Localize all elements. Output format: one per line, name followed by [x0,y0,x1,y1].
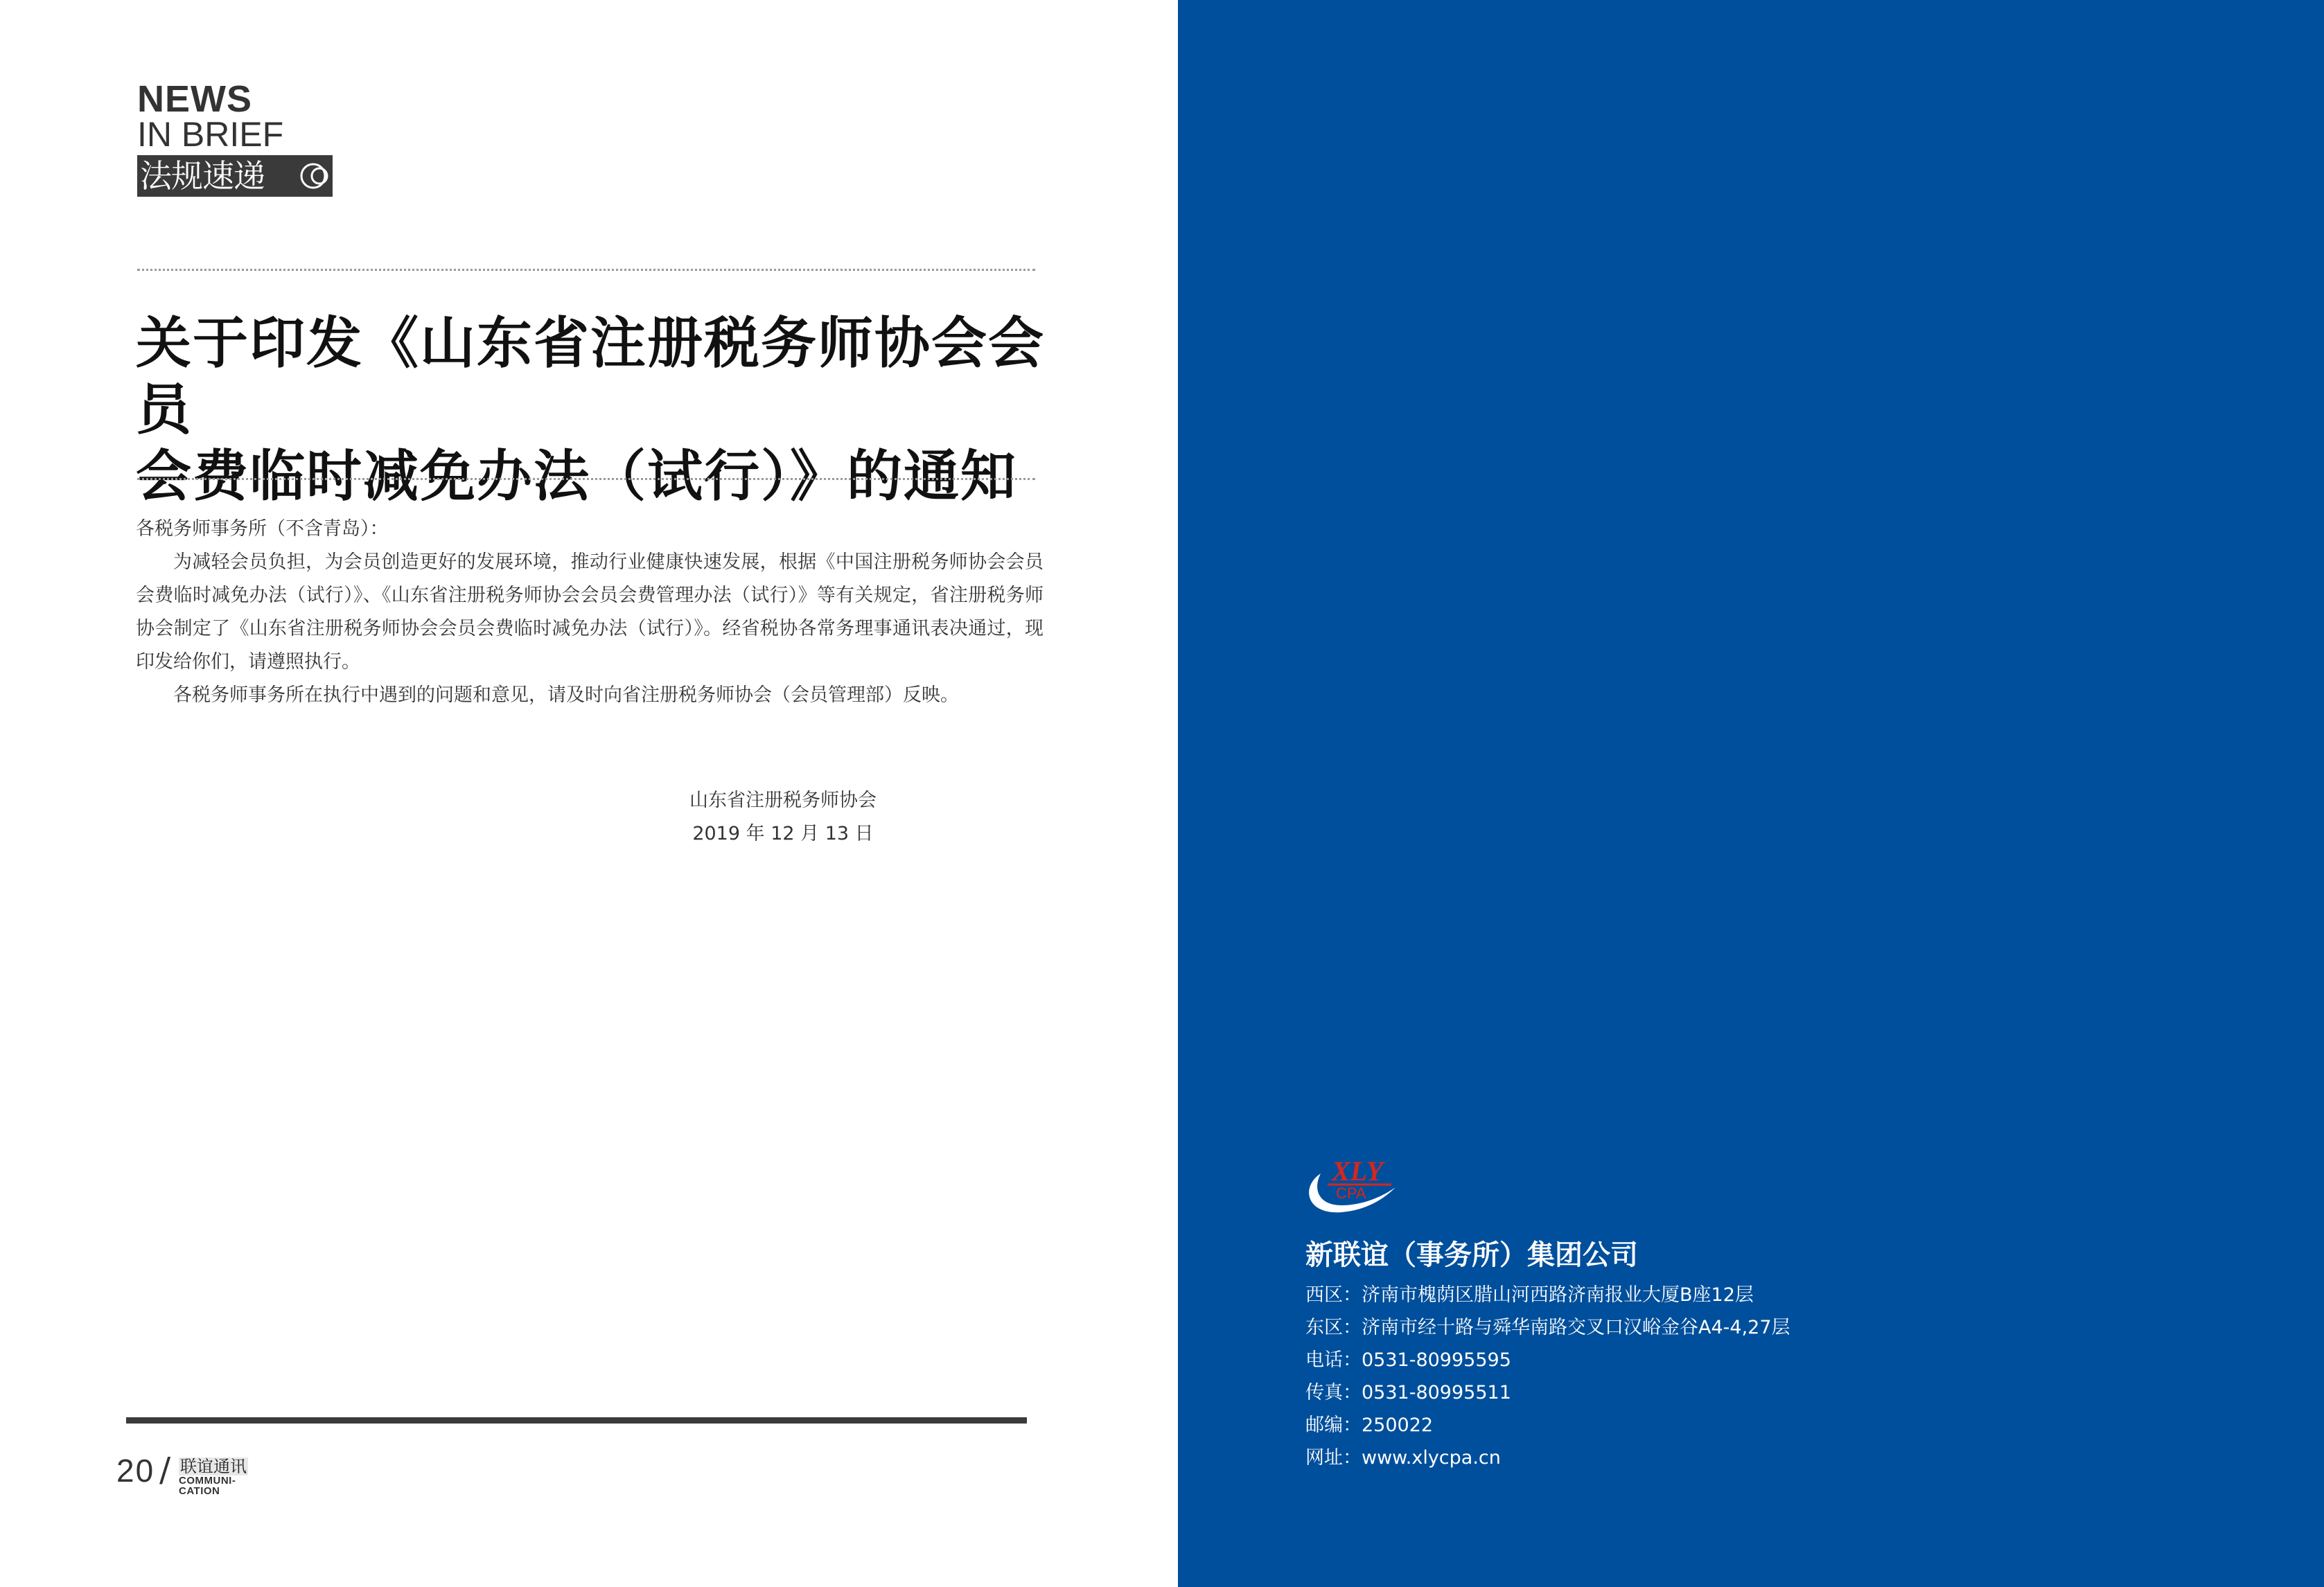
masthead-cn-block [137,155,333,197]
footer-brand-en-1: COMMUNI- [179,1475,236,1487]
logo-sub: CPA [1336,1185,1366,1202]
title-top-divider [137,269,1035,271]
website-link[interactable]: 网址：www.xlycpa.cn [1305,1447,1501,1469]
signature-org: 山东省注册税务师协会 [689,790,877,811]
logo-text: XLY [1332,1155,1384,1187]
footer-rule [126,1417,1027,1424]
address-west: 西区：济南市槐荫区腊山河西路济南报业大厦B座12层 [1305,1284,1754,1306]
masthead-news: NEWS [137,78,252,120]
footer-brand-cn: 联谊通讯 [180,1457,247,1476]
company-contact [1305,1279,1790,1474]
section-masthead [137,80,333,197]
body-paragraph-2: 各税务师事务所在执行中遇到的问题和意见，请及时向省注册税务师协会（会员管理部）反映。 [173,684,959,706]
article-body [136,513,1044,712]
salutation: 各税务师事务所（不含青岛）： [136,518,389,540]
signature-block [665,784,901,851]
masthead-section-cn: 法规速递 [137,155,299,197]
fax: 传真：0531-80995511 [1305,1382,1511,1403]
page-number: 20 [116,1453,155,1489]
speech-bubble-icon [297,155,333,197]
address-east: 东区：济南市经十路与舜华南路交叉口汉峪金谷A4-4,27层 [1305,1317,1790,1338]
article-title-line-1: 关于印发《山东省注册税务师协会会员 [136,311,1045,442]
phone: 电话：0531-80995595 [1305,1349,1511,1371]
body-paragraph-1: 为减轻会员负担，为会员创造更好的发展环境，推动行业健康快速发展，根据《中国注册税务师协会会员会费临时减免办法（试行）》、《山东省注册税务师协会会员会费管理办法（试行）》等有关规定，省注册税务师协会制定了《山东省注册税务师协会会员会费临时减免办法（试行）》。经省税协各常务理事通讯表决通过，现印发给你们，请遵照执行。 [136,551,1044,673]
footer-brand [179,1457,248,1496]
masthead-in-brief: IN BRIEF [137,115,284,154]
company-name: 新联谊（事务所）集团公司 [1305,1239,1638,1271]
footer-brand-en-2: CATION [179,1485,220,1497]
company-logo-icon [1300,1146,1404,1222]
article-title-line-2: 会费临时减免办法（试行）》的通知 [136,444,1017,508]
postcode: 邮编：250022 [1305,1415,1434,1436]
signature-date: 2019 年 12 月 13 日 [692,823,874,844]
title-bottom-divider [137,478,1035,480]
page-separator: / [159,1451,171,1489]
